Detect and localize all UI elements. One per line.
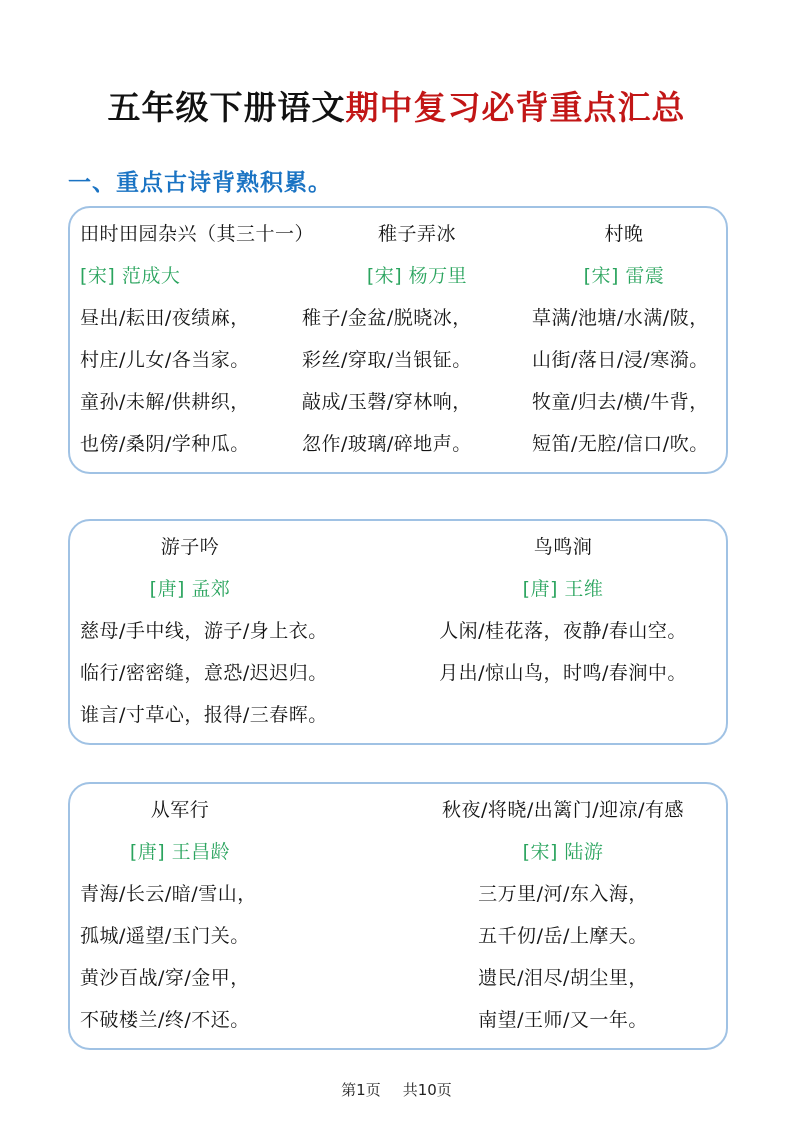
poem-youziyin: [80, 526, 410, 736]
poem-congjunxing: [80, 789, 410, 1041]
poem-title: 游子吟: [160, 535, 220, 558]
poem-zhizi-nongbing: [302, 213, 532, 465]
page-title: [0, 0, 793, 128]
poem-line: 三万里/河/东入海，: [478, 882, 648, 905]
poem-line: 昼出/耘田/夜绩麻，: [80, 306, 250, 329]
poem-niaomingjian: [410, 526, 716, 736]
poem-line: 孤城/遥望/玉门关。: [80, 924, 250, 947]
footer-total-pages: 共10页: [402, 1081, 452, 1099]
poem-title: 从军行: [150, 798, 210, 821]
poem-line: 遗民/泪尽/胡尘里，: [478, 966, 648, 989]
poem-author: [宋] 范成大: [80, 264, 181, 287]
poem-author: [唐] 孟郊: [149, 577, 231, 600]
poem-line: 草满/池塘/水满/陂，: [532, 306, 709, 329]
poem-line: 山街/落日/浸/寒漪。: [532, 348, 709, 371]
poem-line: 黄沙百战/穿/金甲，: [80, 966, 250, 989]
poem-title: 秋夜/将晓/出篱门/迎凉/有感: [441, 798, 685, 821]
page-title-black-segment: 五年级下册语文: [107, 88, 346, 127]
poem-line: 稚子/金盆/脱晓冰，: [302, 306, 472, 329]
poem-line: 月出/惊山鸟，时鸣/春涧中。: [439, 661, 687, 684]
poem-author: [唐] 王昌龄: [129, 840, 231, 863]
page-title-red-segment: 期中复习必背重点汇总: [345, 88, 686, 127]
poem-line: 彩丝/穿取/当银钲。: [302, 348, 472, 371]
poem-line: 也傍/桑阴/学种瓜。: [80, 432, 250, 455]
poem-line: 童孙/未解/供耕织，: [80, 390, 250, 413]
poem-line: 青海/长云/暗/雪山，: [80, 882, 257, 905]
poem-title: 村晚: [604, 222, 644, 245]
poem-line: 忽作/玻璃/碎地声。: [302, 432, 472, 455]
poem-line: 不破楼兰/终/不还。: [80, 1008, 250, 1031]
section-heading: 一、重点古诗背熟积累。: [68, 169, 332, 196]
poem-line: 慈母/手中线，游子/身上衣。: [80, 619, 328, 642]
poem-author: [唐] 王维: [522, 577, 604, 600]
poem-cunwan: [532, 213, 716, 465]
poem-author: [宋] 杨万里: [366, 264, 468, 287]
poem-line: 人闲/桂花落，夜静/春山空。: [439, 619, 687, 642]
poem-line: 短笛/无腔/信口/吹。: [532, 432, 709, 455]
poem-author: [宋] 陆游: [522, 840, 604, 863]
poem-line: 村庄/儿女/各当家。: [80, 348, 250, 371]
poem-line: 谁言/寸草心，报得/三春晖。: [80, 703, 328, 726]
poem-line: 临行/密密缝，意恐/迟迟归。: [80, 661, 328, 684]
poem-line: 牧童/归去/横/牛背，: [532, 390, 709, 413]
poem-siyuan-tianyuan: [80, 213, 315, 465]
poem-card-3: [68, 782, 728, 1050]
poem-line: 五千仞/岳/上摩天。: [478, 924, 648, 947]
poem-title: 鸟鸣涧: [533, 535, 593, 558]
poem-qiuye-jiangxiao: [410, 789, 716, 1041]
poem-card-2: [68, 519, 728, 745]
footer-page-number: 第1页: [341, 1081, 381, 1099]
poem-author: [宋] 雷震: [583, 264, 665, 287]
poem-line: 敲成/玉磬/穿林响，: [302, 390, 472, 413]
poem-line: 南望/王师/又一年。: [478, 1008, 648, 1031]
page-footer: [0, 1079, 793, 1100]
poem-title: 田时田园杂兴（其三十一）: [80, 222, 315, 245]
poem-card-1: [68, 206, 728, 474]
poem-title: 稚子弄冰: [377, 222, 456, 245]
